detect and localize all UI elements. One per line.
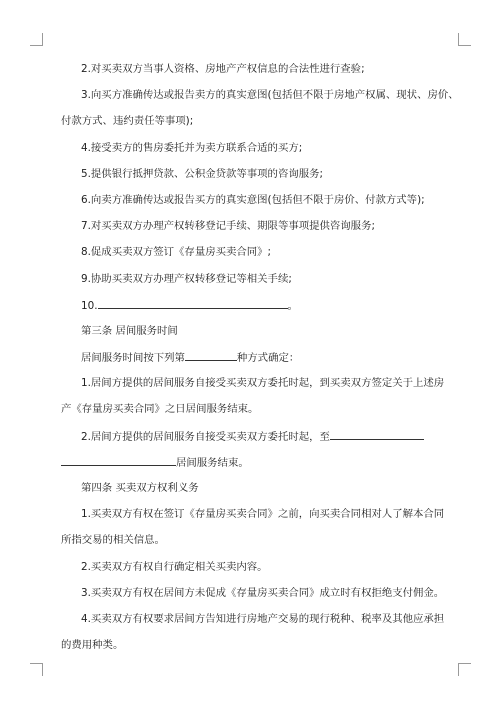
right-4-line-2: 的费用种类。: [61, 639, 124, 652]
crop-mark-bottom-left: [30, 663, 43, 676]
time-option-2-end: 居间服务结束。: [176, 456, 249, 469]
right-4-line-1: 4.买卖双方有权要求居间方告知进行房地产交易的现行税种、税率及其他应承担: [81, 612, 445, 625]
right-3-line: 3.买卖双方有权在居间方未促成《存量房买卖合同》成立时有权拒绝支付佣金。: [81, 586, 445, 599]
service-time-prefix: 居间服务时间按下列第: [81, 352, 185, 365]
clause-9-line: 9.协助买卖双方办理产权转移登记等相关手续;: [81, 272, 292, 285]
article-3-heading: 第三条 居间服务时间: [81, 324, 178, 337]
time-option-1-line-1: 1.居间方提供的居间服务自接受买卖双方委托时起，到买卖双方签定关于上述房: [81, 377, 445, 390]
service-time-line: [61, 350, 446, 364]
time-option-1-line-2: 产《存量房买卖合同》之日居间服务结束。: [61, 403, 259, 416]
right-1-line-1: 1.买卖双方有权在签订《存量房买卖合同》之前，向买卖合同相对人了解本合同: [81, 508, 445, 521]
crop-mark-top-left: [30, 33, 43, 46]
clause-4-line: 4.接受卖方的售房委托并为卖方联系合适的买方;: [81, 141, 303, 154]
clause-2-line: 2.对买卖双方当事人资格、房地产产权信息的合法性进行查验;: [81, 63, 365, 75]
clause-8-line: 8.促成买卖双方签订《存量房买卖合同》;: [81, 246, 272, 259]
crop-mark-top-right: [458, 33, 471, 46]
document-body: [61, 62, 459, 664]
clause-10-line: [61, 298, 446, 312]
right-2-line: 2.买卖双方有权自行确定相关买卖内容。: [81, 560, 268, 573]
article-4-heading: 第四条 买卖双方权利义务: [81, 482, 199, 494]
blank-line: [185, 350, 237, 361]
clause-10-end: 。: [287, 299, 298, 312]
blank-line: [98, 298, 288, 309]
right-1-line-2: 所指交易的相关信息。: [61, 534, 165, 547]
clause-6-line: 6.向卖方准确传达或报告买方的真实意图(包括但不限于房价、付款方式等);: [81, 193, 425, 206]
blank-line: [61, 455, 176, 466]
service-time-suffix: 种方式确定：: [236, 352, 300, 365]
crop-mark-bottom-right: [458, 663, 471, 676]
clause-3-line-2: 付款方式、违约责任等事项);: [61, 115, 194, 128]
clause-10-number: 10.: [81, 299, 98, 312]
blank-line: [330, 429, 424, 440]
clause-3-line-1: 3.向买方准确传达或报告卖方的真实意图(包括但不限于房地产权属、现状、房价、: [81, 89, 459, 102]
time-option-2-line-2: [61, 455, 446, 469]
clause-5-line: 5.提供银行抵押贷款、公积金贷款等事项的咨询服务;: [81, 167, 324, 180]
clause-7-line: 7.对买卖双方办理产权转移登记手续、期限等事项提供咨询服务;: [81, 220, 375, 233]
time-option-2-text: 2.居间方提供的居间服务自接受买卖双方委托时起，至: [81, 430, 330, 443]
time-option-2-line-1: [61, 429, 446, 443]
